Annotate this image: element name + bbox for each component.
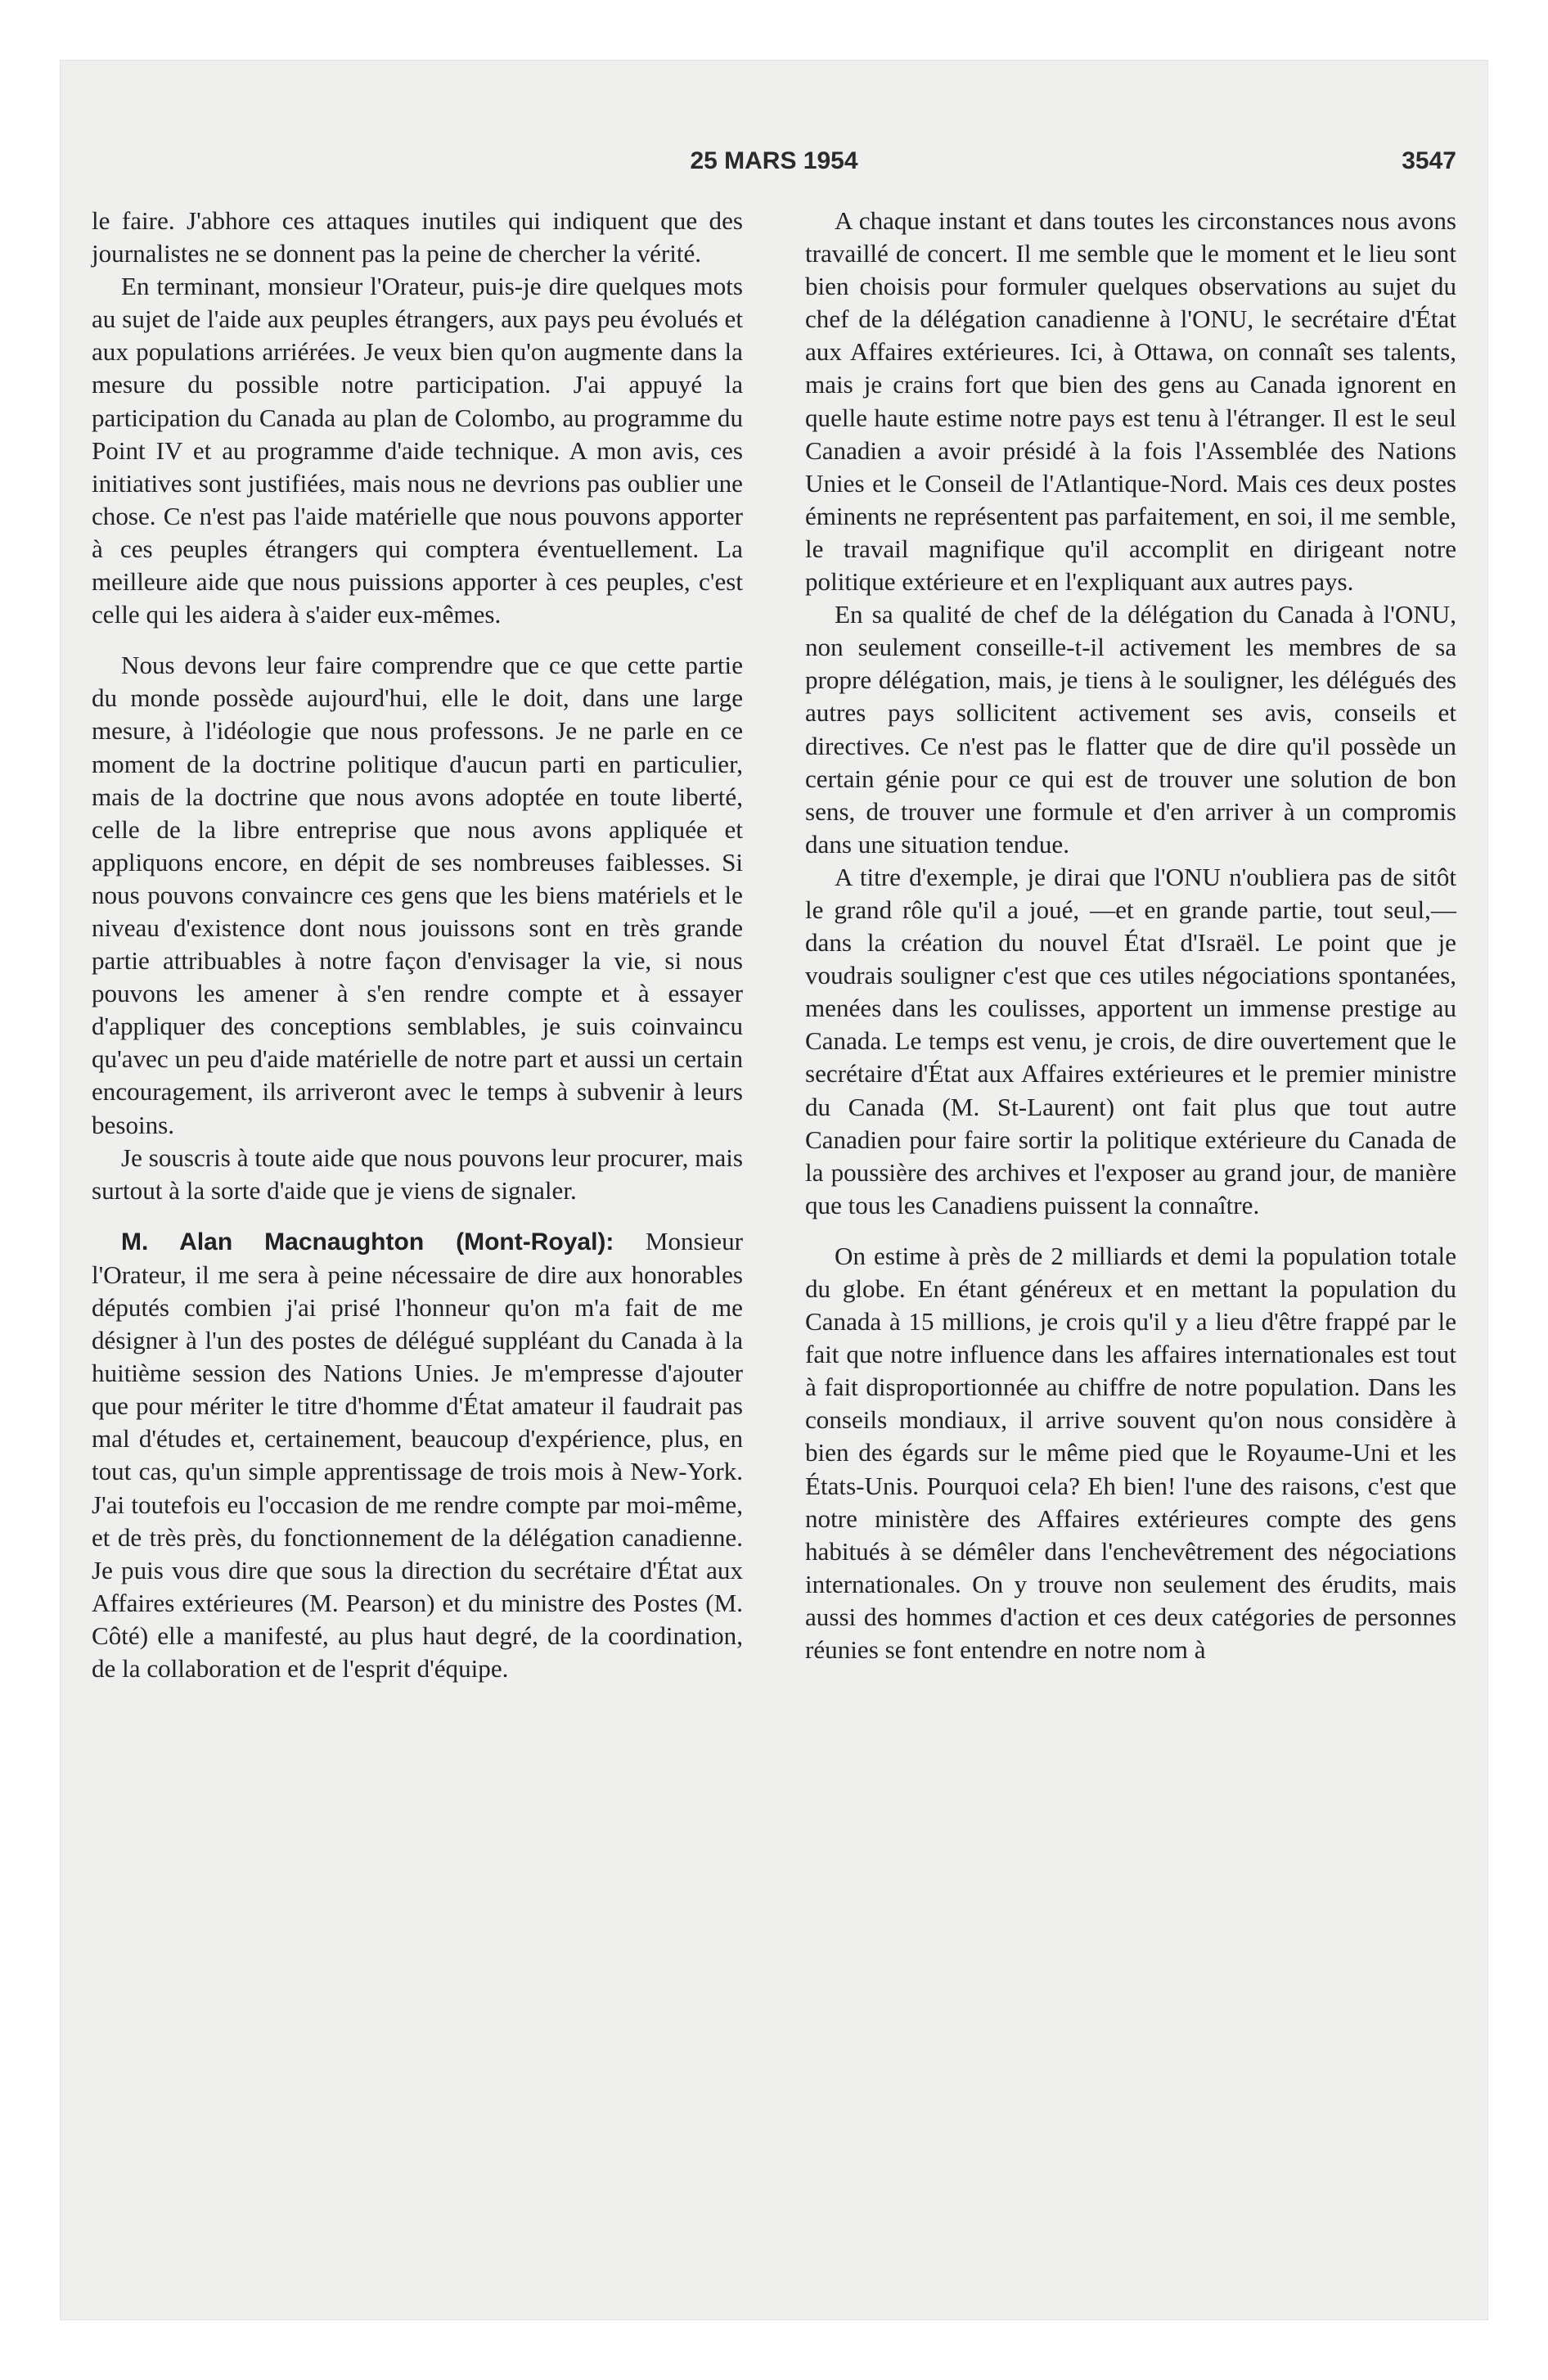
- paragraph: le faire. J'abhore ces attaques inutiles qui indiquent que des journalistes ne se donnent pas la peine de chercher la vérité.: [92, 206, 743, 268]
- speech-text: Monsieur l'Orateur, il me sera à peine nécessaire de dire aux honorables députés combien j'ai prisé l'honneur qu'on m'a fait de me désigner à l'un des postes de délégué suppléant du Canada à la huitième session des Nations Unies. Je m'empresse d'ajouter que pour mériter le titre d'homme d'État amateur il faudrait pas mal d'études et, certainement, beaucoup d'expérience, plus, en tout cas, qu'un simple apprentissage de trois mois à New-York. J'ai toutefois eu l'occasion de me rendre compte par moi-même, et de très près, du fonctionnement de la délégation canadienne. Je puis vous dire que sous la direction du secrétaire d'État aux Affaires extérieures (M. Pearson) et du ministre des Postes (M. Côté) elle a manifesté, au plus haut degré, de la coordination, de la collaboration et de l'esprit d'équipe.: [92, 1226, 743, 1684]
- paragraph: A titre d'exemple, je dirai que l'ONU n'oubliera pas de sitôt le grand rôle qu'il a joué, —et en grande partie, tout seul,—dans la création du nouvel État d'Israël. Le point que je voudrais souligner c'est que ces utiles négociations spontanées, menées dans les coulisses, apportent un immense prestige au Canada. Le temps est venu, je crois, de dire ouvertement que le secrétaire d'État aux Affaires extérieures et le premier ministre du Canada (M. St-Laurent) ont fait plus que tout autre Canadien pour faire sortir la politique extérieure du Canada de la poussière des archives et l'exposer au grand jour, de manière que tous les Canadiens puissent la connaître.: [805, 862, 1456, 1219]
- left-column: [92, 205, 743, 1685]
- paragraph: Nous devons leur faire comprendre que ce que cette partie du monde possède aujourd'hui, elle le doit, dans une large mesure, à l'idéologie que nous professons. Je ne parle en ce moment de la doctrine politique d'aucun parti en particulier, mais de la doctrine que nous avons adoptée en toute liberté, celle de la libre entreprise que nous avons appliquée et appliquons encore, en dépit de ses nombreuses faiblesses. Si nous pouvons convaincre ces gens que les biens matériels et le niveau d'existence dont nous jouissons sont en très grande partie attribuables à notre façon d'envisager la vie, si nous pouvons les amener à s'en rendre compte et à essayer d'appliquer des conceptions semblables, je suis coinvaincu qu'avec un peu d'aide matérielle de notre part et aussi un certain encouragement, ils arriveront avec le temps à subvenir à leurs besoins.: [92, 651, 743, 1139]
- paragraph: En terminant, monsieur l'Orateur, puis-je dire quelques mots au sujet de l'aide aux peuples étrangers, aux pays peu évolués et aux populations arriérées. Je veux bien qu'on augmente dans la mesure du possible notre participation. J'ai appuyé la participation du Canada au plan de Colombo, au programme du Point IV et au programme d'aide technique. A mon avis, ces initiatives sont justifiées, mais nous ne devrions pas oublier une chose. Ce n'est pas l'aide matérielle que nous pouvons apporter à ces peuples étrangers qui comptera éventuellement. La meilleure aide que nous puissions apporter à ces peuples, c'est celle qui les aidera à s'aider eux-mêmes.: [92, 272, 743, 629]
- page-header: [92, 147, 1456, 196]
- paragraph: Je souscris à toute aide que nous pouvons leur procurer, mais surtout à la sorte d'aide que je viens de signaler.: [92, 1143, 743, 1205]
- speech-paragraph: [92, 1225, 743, 1685]
- paragraph: On estime à près de 2 milliards et demi la population totale du globe. En étant généreux et en mettant la population du Canada à 15 millions, je crois qu'il y a lieu d'être frappé par le fait que notre influence dans les affaires internationales est tout à fait disproportionnée au chiffre de notre population. Dans les conseils mondiaux, il arrive souvent qu'on nous considère à bien des égards sur le même pied que le Royaume-Uni et les États-Unis. Pourquoi cela? Eh bien! l'une des raisons, c'est que notre ministère des Affaires extérieures compte des gens habitués à se démêler dans l'enchevêtrement des négociations internationales. On y trouve non seulement des érudits, mais aussi des hommes d'action et ces deux catégories de personnes réunies se font entendre en notre nom à: [805, 1241, 1456, 1665]
- page-number: 3547: [1402, 147, 1456, 174]
- paragraph: A chaque instant et dans toutes les circonstances nous avons travaillé de concert. Il me semble que le moment et le lieu sont bien choisis pour formuler quelques observations au sujet du chef de la délégation canadienne à l'ONU, le secrétaire d'État aux Affaires extérieures. Ici, à Ottawa, on connaît ses talents, mais je crains fort que bien des gens au Canada ignorent en quelle haute estime notre pays est tenu à l'étranger. Il est le seul Canadien a avoir présidé à la fois l'Assemblée des Nations Unies et le Conseil de l'Atlantique-Nord. Mais ces deux postes éminents ne représentent pas parfaitement, en soi, il me semble, le travail magnifique qu'il accomplit en dirigeant notre politique extérieure et en l'expliquant aux autres pays.: [805, 206, 1456, 597]
- speaker-name: M. Alan Macnaughton (Mont-Royal):: [121, 1228, 614, 1255]
- page-date: 25 MARS 1954: [690, 147, 858, 174]
- right-column: [805, 205, 1456, 1666]
- scanned-page: [61, 61, 1487, 2319]
- paragraph: En sa qualité de chef de la délégation du Canada à l'ONU, non seulement conseille-t-il activement les membres de sa propre délégation, mais, je tiens à le souligner, les délégués des autres pays sollicitent activement ses avis, conseils et directives. Ce n'est pas le flatter que de dire qu'il possède un certain génie pour ce qui est de trouver une solution de bon sens, de trouver une formule et d'en arriver à un compromis dans une situation tendue.: [805, 600, 1456, 859]
